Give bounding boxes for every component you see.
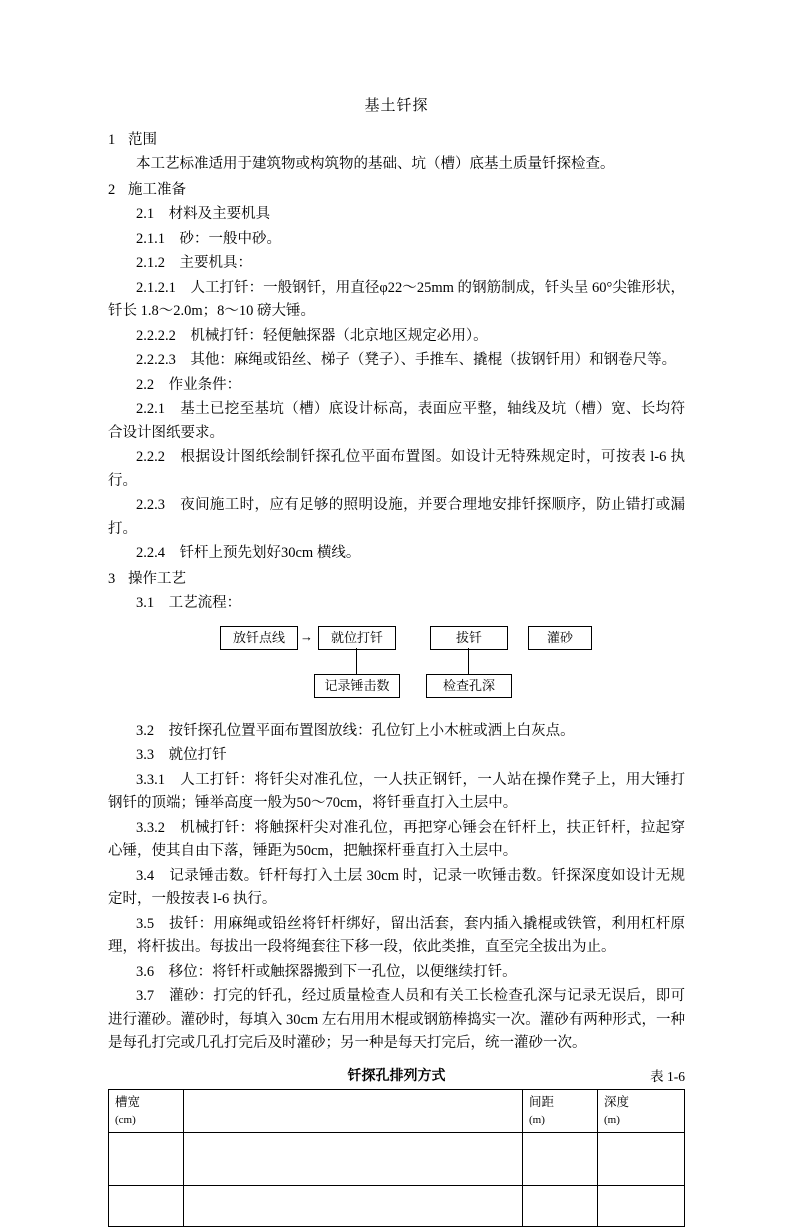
paragraph-2-2-3: 2.2.3 夜间施工时，应有足够的照明设施，并要合理地安排钎探顺序，防止错打或漏打。 [108, 497, 685, 537]
paragraph-2-2-1: 2.2.1 基土已挖至基坑（槽）底设计标高，表面应平整，轴线及坑（槽）宽、长均符合设计图纸要求。 [108, 401, 685, 441]
paragraph-3-4: 3.4 记录锤击数。钎杆每打入土层 30cm 时，记录一吹锤击数。钎探深度如设计无规定时，一般按表 l-6 执行。 [108, 867, 685, 908]
heading-number: 3 [108, 570, 116, 587]
table-row [109, 1132, 685, 1185]
flow-connector-vertical-left [356, 648, 357, 674]
table-caption-text: 钎探孔排列方式 [347, 1069, 446, 1085]
heading-2-2: 2.2 作业条件： [136, 376, 242, 393]
heading-number: 1 [108, 132, 116, 148]
header-spacing-unit: (m) [529, 1114, 545, 1127]
cell-depth [598, 1185, 685, 1226]
cell-spacing [523, 1185, 598, 1226]
paragraph-3-7: 3.7 灌砂：打完的钎孔，经过质量检查人员和有关工长检查孔深与记录无误后，即可进行灌砂。灌砂时，每填入 30cm 左右用用木棍或钢筋棒捣实一次。灌砂有两种形式，一种是每孔打完或几孔打完后及时灌砂；另一种是每天打完后，统一灌砂一次。 [108, 988, 685, 1051]
flow-box-check-depth: 检查孔深 [426, 674, 512, 698]
cell-groove-width [109, 1185, 184, 1226]
cell-arrangement [184, 1132, 523, 1185]
header-cell-groove-width [109, 1090, 184, 1132]
paragraph-2-2-2-3: 2.2.2.3 其他：麻绳或铅丝、梯子（凳子）、手推车、撬棍（拔钢钎用）和钢卷尺等。 [136, 352, 677, 369]
heading-operation [108, 568, 685, 591]
flow-box-drive-rod: 就位打钎 [318, 626, 396, 650]
header-depth-label: 深度 [604, 1095, 630, 1110]
header-cell-arrangement [184, 1090, 523, 1132]
cell-arrangement [184, 1185, 523, 1226]
paragraph-3-3-1: 3.3.1 人工打钎：将钎尖对准孔位，一人扶正钢钎，一人站在操作凳子上，用大锤打钢钎的顶端；锤举高度一般为50～70cm，将钎垂直打入土层中。 [108, 771, 685, 812]
paragraph-3-3-2: 3.3.2 机械打钎：将触探杆尖对准孔位，再把穿心锤会在钎杆上，扶正钎杆，拉起穿心锤，使其自由下落，锤距为50cm，把触探杆垂直打入土层中。 [108, 819, 685, 860]
heading-preparation [108, 179, 685, 202]
table-row [109, 1185, 685, 1226]
paragraph-3-6: 3.6 移位：将钎杆或触探器搬到下一孔位，以便继续打钎。 [136, 963, 517, 980]
paragraph-2-1-2-1: 2.1.2.1 人工打钎：一般钢钎，用直径φ22～25mm 的钢筋制成，钎头呈 60°尖锥形状，钎长 1.8～2.0m；8～10 磅大锤。 [108, 279, 685, 320]
process-flow-diagram [108, 626, 685, 712]
cell-spacing [523, 1132, 598, 1185]
paragraph-2-2-4: 2.2.4 钎杆上预先划好30cm 横线。 [136, 545, 361, 562]
heading-2-1: 2.1 材料及主要机具 [136, 206, 271, 223]
header-groove-width-unit: (cm) [115, 1114, 136, 1127]
heading-text: 施工准备 [128, 181, 186, 198]
paragraph-scope: 本工艺标准适用于建筑物或构筑物的基础、坑（槽）底基土质量钎探检查。 [136, 156, 615, 173]
paragraph-3-5: 3.5 拔钎：用麻绳或铅丝将钎杆绑好，留出活套，套内插入撬棍或铁管，利用杠杆原理，将杆拔出。每拔出一段将绳套往下移一段，依此类推，直至完全拔出为止。 [108, 915, 685, 956]
flow-connector-vertical-right [468, 648, 469, 674]
heading-number: 2 [108, 181, 116, 198]
paragraph-3-2: 3.2 按钎探孔位置平面布置图放线：孔位钉上小木桩或洒上白灰点。 [136, 722, 575, 739]
paragraph-2-2-2-2: 2.2.2.2 机械打钎：轻便触探器（北京地区规定必用）。 [136, 327, 488, 344]
heading-text: 操作工艺 [128, 570, 186, 587]
table-row-header [109, 1090, 685, 1132]
flow-box-pour-sand: 灌砂 [528, 626, 592, 650]
heading-2-1-2: 2.1.2 主要机具： [136, 255, 252, 272]
heading-3-3: 3.3 就位打钎 [136, 747, 227, 764]
header-spacing-label: 间距 [529, 1095, 555, 1110]
table-number: 表 1-6 [650, 1069, 685, 1085]
header-depth-unit: (m) [604, 1114, 620, 1127]
header-cell-depth [598, 1090, 685, 1132]
heading-3-1: 3.1 工艺流程： [136, 595, 242, 612]
heading-text: 范围 [128, 132, 157, 148]
table-caption [108, 1065, 685, 1085]
cell-groove-width [109, 1132, 184, 1185]
paragraph-2-2-2: 2.2.2 根据设计图纸绘制钎探孔位平面布置图。如设计无特殊规定时，可按表 l-6 执行。 [108, 449, 685, 489]
drive-hole-arrangement-table [108, 1089, 685, 1226]
cell-depth [598, 1132, 685, 1185]
flow-arrow-right: → [300, 628, 313, 644]
heading-2-1-1: 2.1.1 砂：一般中砂。 [136, 230, 281, 247]
header-cell-spacing [523, 1090, 598, 1132]
flow-box-record-blows: 记录锤击数 [314, 674, 400, 698]
heading-scope [108, 129, 685, 152]
page-title: 基土钎探 [364, 98, 429, 114]
header-groove-width-label: 槽宽 [115, 1095, 141, 1110]
flow-box-set-points: 放钎点线 [220, 626, 298, 650]
flow-box-pull-rod: 拔钎 [430, 626, 508, 650]
